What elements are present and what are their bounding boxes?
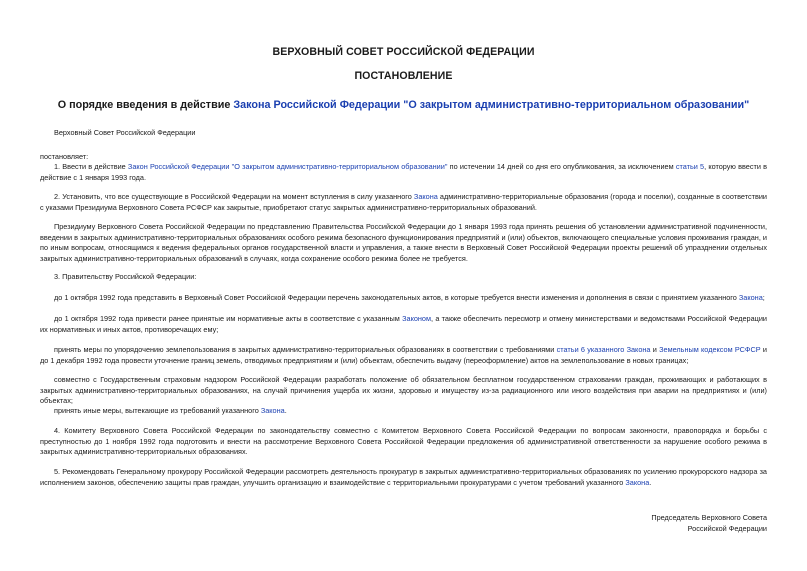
- title-law-link[interactable]: Закона Российской Федерации "О закрытом административно-территориальном образовании": [233, 99, 750, 111]
- law-link[interactable]: Закон Российской Федерации "О закрытом административно-территориальном образовании": [127, 162, 448, 171]
- paragraph-10: 4. Комитету Верховного Совета Российской Федерации по законодательству совместно с Комитетом Верховного Совета Российской Федерации по вопросам законности, правопорядка и борьбы с преступностью до 1 ноября 1992 года подготовить и внести на рассмотрение Верховного Совета Российской Федерации предложения об административной ответственности за нарушение особого режима в закрытых административно-территориальных образованиях.: [40, 426, 767, 457]
- article-6-link[interactable]: статьи 6 указанного Закона: [556, 345, 651, 354]
- paragraph-8: совместно с Государственным страховым надзором Российской Федерации разработать положение об обязательном бесплатном государственном страховании граждан, проживающих и работающих в закрытых административно-территориальных образованиях, на случай причинения ущерба их жизни, здоровью и имуществу из-за радиационного или иного воздействия при аварии на предприятиях и (или) объектах;: [40, 375, 767, 406]
- paragraph-9: принять иные меры, вытекающие из требований указанного Закона.: [54, 406, 287, 415]
- paragraph-1: 1. Ввести в действие Закон Российской Федерации "О закрытом административно-территориальном образовании" по истечении 14 дней со дня его опубликования, за исключением статьи 5, которую ввести в действие с 1 января 1993 года.: [40, 162, 767, 182]
- signature-line-1: Председатель Верховного Совета: [651, 513, 767, 522]
- paragraph-6: до 1 октября 1992 года привести ранее принятые им нормативные акты в соответствие с указанным Законом, а также обеспечить пересмотр и отмену министерствами и ведомствами Российской Федерации их нормативных и иных актов, противоречащих ему;: [40, 314, 767, 334]
- paragraph-2: 2. Установить, что все существующие в Российской Федерации на момент вступления в силу указанного Закона административно-территориальные образования (города и поселки), созданные в соответствии с указами Президиума Верховного Совета РСФСР как закрытые, приобретают статус закрытых административно-территориальных образований.: [40, 192, 767, 212]
- law-link[interactable]: Закона: [738, 293, 763, 302]
- land-code-link[interactable]: Земельным кодексом РСФСР: [659, 345, 761, 354]
- paragraph-4: 3. Правительству Российской Федерации:: [54, 272, 197, 281]
- doc-type-heading: ПОСТАНОВЛЕНИЕ: [354, 70, 453, 82]
- signature-block: [567, 512, 767, 534]
- issuer-line: Верховный Совет Российской Федерации: [54, 128, 196, 137]
- signature-line-2: Российской Федерации: [687, 524, 767, 533]
- law-link[interactable]: Законом: [402, 314, 432, 323]
- law-link[interactable]: Закона: [625, 477, 650, 487]
- council-heading: ВЕРХОВНЫЙ СОВЕТ РОССИЙСКОЙ ФЕДЕРАЦИИ: [272, 46, 535, 58]
- paragraph-11: 5. Рекомендовать Генеральному прокурору Российской Федерации рассмотреть деятельность прокуратур в закрытых административно-территориальных образованиях по усилению прокурорского надзора за исполнением законов, обеспечению защиты прав граждан, улучшить организацию и взаимодействие с территориальными прокуратурами с учетом требований указанного Закона.: [40, 467, 767, 487]
- law-link[interactable]: Закона: [413, 192, 438, 201]
- paragraph-7: принять меры по упорядочению землепользования в закрытых административно-территориальных образованиях в соответствии с требованиями статьи 6 указанного Закона и Земельным кодексом РСФСР и до 1 декабря 1992 года провести уточнение границ земель, отводимых предприятиям и (или) объектам, обеспечить выдачу (переоформление) актов на землепользование в новых границах;: [40, 345, 767, 365]
- article-5-link[interactable]: статьи 5: [675, 162, 705, 171]
- resolves-line: постановляет:: [40, 152, 89, 161]
- paragraph-5: до 1 октября 1992 года представить в Верховный Совет Российской Федерации перечень законодательных актов, в которые требуется внести изменения и дополнения в связи с принятием указанного Закона;: [54, 293, 765, 302]
- document-title: [40, 99, 767, 111]
- paragraph-3: Президиуму Верховного Совета Российской Федерации по представлению Правительства Российской Федерации до 1 января 1993 года принять решения об установлении административной подчиненности, введении в закрытых административно-территориальных образованиях особого режима безопасного функционирования предприятий и (или) объектов, включающего специальные условия проживания граждан, и по иным вопросам, относящимся к ведения федеральных органов государственной власти и управления, а также внести в Верховный Совет Российской Федерации проекты решений об упразднении отдельных закрытых административно-территориальных образований в случаях, когда сохранение особого режима более не требуется.: [40, 222, 767, 263]
- law-link[interactable]: Закона: [260, 406, 285, 415]
- title-prefix: О порядке введения в действие: [57, 99, 234, 111]
